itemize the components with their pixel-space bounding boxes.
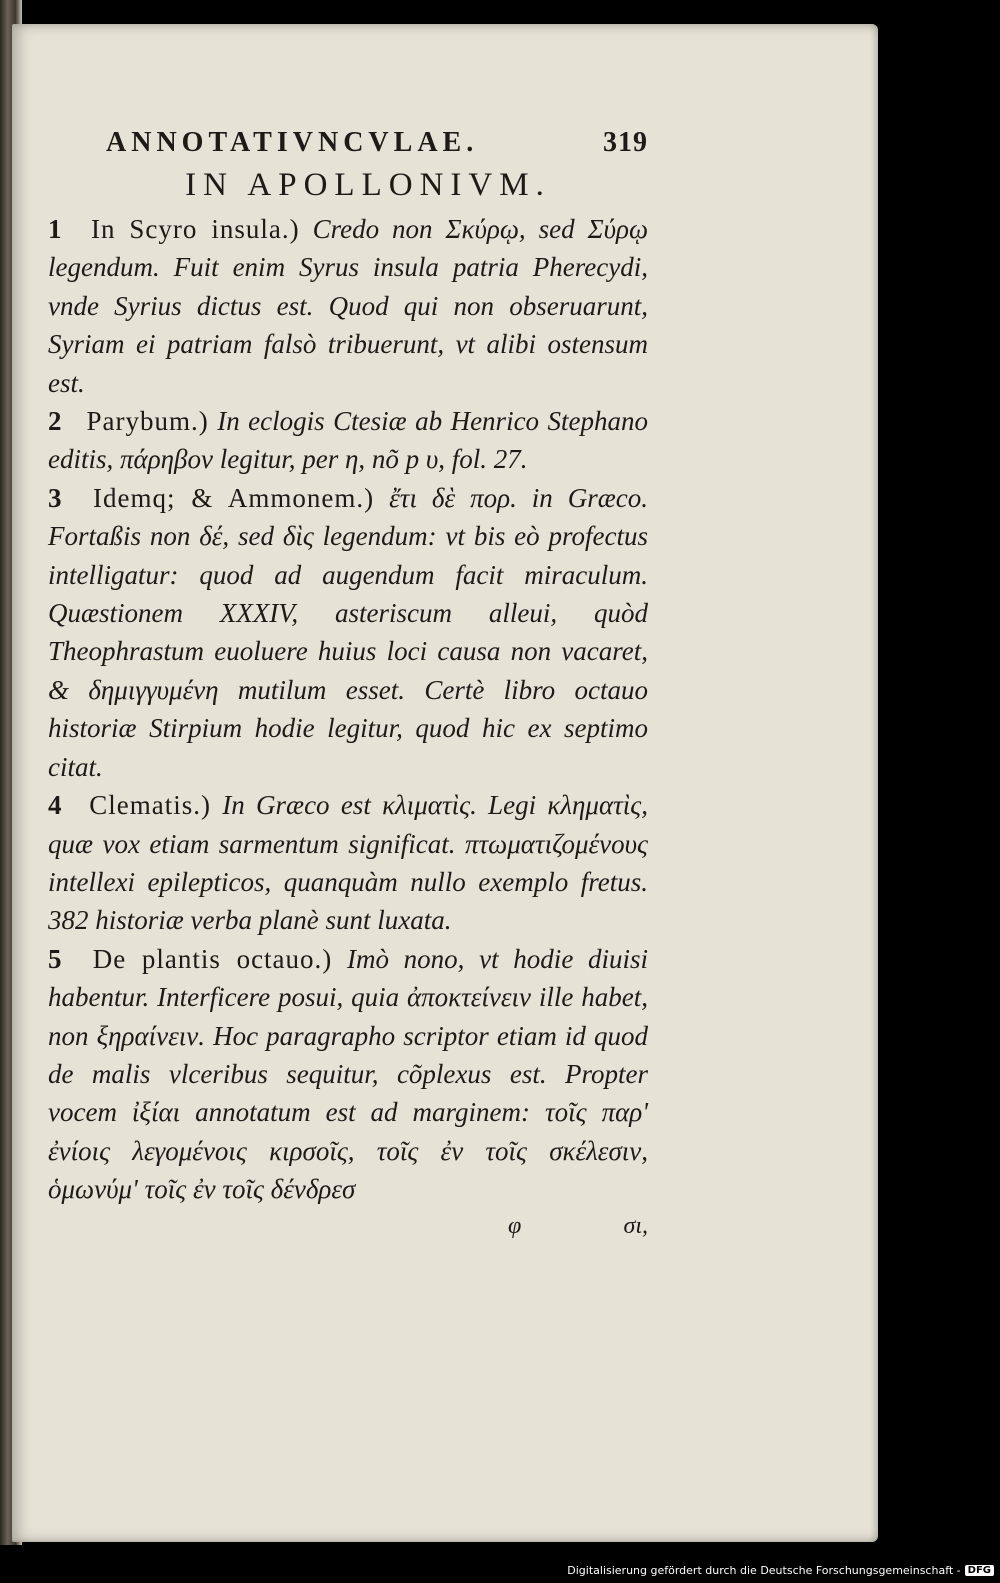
book-page [12,24,878,1542]
annotation-entry [48,402,648,479]
catchword-line [48,1213,648,1253]
credit-text: Digitalisierung gefördert durch die Deutsche Forschungsgemeinschaft - [567,1563,961,1577]
entry-text: In Græco est κλιματὶς. Legi κληματὶς, quæ vox etiam sarmentum significat. πτωματιζομένους intellexi epilepticos, quanquàm nullo exemplo fretus. 382 historiæ verba planè sunt luxata. [48,790,649,936]
entry-lemma: De plantis octauo.) [92,943,333,974]
dfg-logo: DFG [965,1565,994,1576]
annotation-entry [48,210,648,402]
digitization-credit [567,1561,994,1579]
entry-number: 1 [48,214,62,244]
entry-lemma: Clematis.) [89,790,212,821]
annotation-entry [48,479,648,786]
running-head [48,119,648,165]
entry-text: In eclogis Ctesiæ ab Henrico Stephano editis, πάρηβον legitur, per η, nõ p υ, fol. 27. [48,406,649,475]
entry-text: ἔτι δὲ πορ. in Græco. Fortaßis non δέ, sed δὶς legendum: vt bis eò profectus intelligatur: quod ad augendum facit miraculum. Quæstionem XXXIV, asteriscum alleui, quòd Theophrastum euoluere huius loci causa non vacaret, & δημιγγυμένη mutilum esset. Certè libro octauo historiæ Stirpium hodie legitur, quod hic ex septimo citat. [48,482,649,782]
entry-lemma: Idemq; & Ammonem.) [92,482,375,513]
entry-text: Imò nono, vt hodie diuisi habentur. Interficere posui, quia ἀποκτείνειν ille habet, non ξηραίνειν. Hoc paragrapho scriptor etiam id quod de malis vlceribus sequitur, cõplexus est. Propter vocem ἰξίαι annotatum est ad marginem: τοῖς παρ' ἐνίοις λεγομένοις κιρσοῖς, τοῖς ἐν τοῖς σκέλεσιν, ὁμωνύμ' τοῖς ἐν τοῖς δένδρεσ [48,943,649,1205]
annotation-entry [48,940,648,1209]
entry-number: 4 [48,790,62,821]
entry-number: 3 [48,482,62,513]
page-number: 319 [603,127,648,158]
entry-number: 2 [48,406,62,437]
section-title: IN APOLLONIVM. [185,167,551,203]
signature-mark: φ [508,1212,522,1239]
catchword: σι, [623,1212,648,1239]
page-text [48,119,648,1253]
entry-lemma: Parybum.) [86,406,209,437]
entry-lemma: In Scyro insula.) [90,214,300,244]
running-title: ANNOTATIVNCVLAE. [106,127,479,158]
entry-number: 5 [48,943,62,974]
annotation-entry [48,786,648,940]
entry-text: Credo non Σκύρῳ, sed Σύρῳ legendum. Fuit enim Syrus insula patria Pherecydi, vnde Syrius dictus est. Quod qui non obseruarunt, Syriam ei patriam falsò tribuerunt, vt alibi ostensum est. [48,214,649,398]
